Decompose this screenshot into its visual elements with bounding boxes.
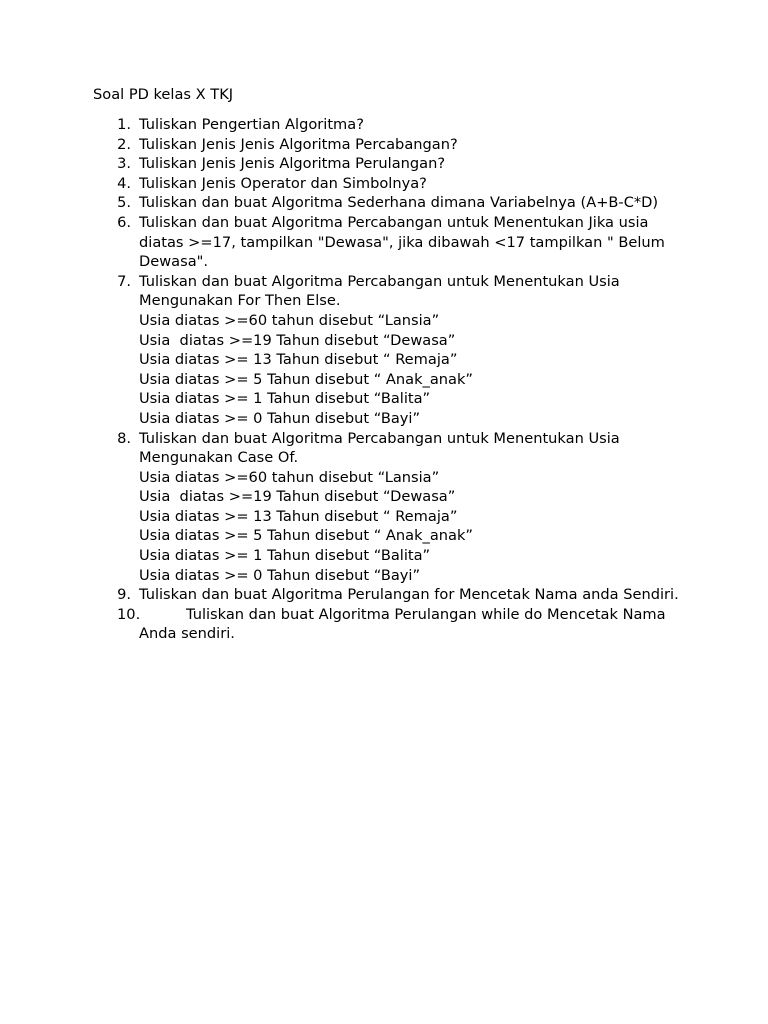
age-rule-line: Usia diatas >= 0 Tahun disebut “Bayi” <box>139 566 421 584</box>
question-number: 9. <box>117 586 131 604</box>
question-text: Tuliskan Jenis Jenis Algoritma Percabangan? <box>139 135 458 153</box>
age-rule-line: Usia diatas >= 1 Tahun disebut “Balita” <box>139 547 431 565</box>
age-rule-line: Usia diatas >= 13 Tahun disebut “ Remaja” <box>139 351 458 369</box>
age-rule-line: Usia diatas >=19 Tahun disebut “Dewasa” <box>139 331 456 349</box>
question-text: Tuliskan Jenis Operator dan Simbolnya? <box>139 174 427 192</box>
question-number: 5. <box>117 194 131 212</box>
question-item <box>0 193 679 213</box>
question-number: 2. <box>117 135 131 153</box>
age-rule-line: Usia diatas >=60 tahun disebut “Lansia” <box>139 468 440 486</box>
document-title: Soal PD kelas X TKJ <box>93 86 234 103</box>
question-text: Tuliskan dan buat Algoritma Sederhana dimana Variabelnya (A+B-C*D) <box>139 194 659 212</box>
question-item <box>0 135 679 155</box>
question-item <box>0 272 679 429</box>
question-text: Tuliskan dan buat Algoritma Percabangan untuk Menentukan Usia Mengunakan Case Of. <box>139 429 620 467</box>
age-rule-line: Usia diatas >= 5 Tahun disebut “ Anak_anak” <box>139 527 473 545</box>
question-item <box>0 154 679 174</box>
age-rule-line: Usia diatas >= 13 Tahun disebut “ Remaja” <box>139 507 458 525</box>
age-rule-line: Usia diatas >=19 Tahun disebut “Dewasa” <box>139 488 456 506</box>
question-item <box>0 429 679 586</box>
question-item <box>0 605 679 644</box>
question-text: Tuliskan dan buat Algoritma Percabangan untuk Menentukan Jika usia diatas >=17, tampilkan "Dewasa", jika dibawah <17 tampilkan " Belum Dewasa". <box>139 213 665 271</box>
question-item <box>0 174 679 194</box>
age-rule-line: Usia diatas >= 0 Tahun disebut “Bayi” <box>139 409 421 427</box>
question-list <box>0 115 768 644</box>
question-number: 3. <box>117 155 131 173</box>
question-item <box>0 115 679 135</box>
age-rule-line: Usia diatas >=60 tahun disebut “Lansia” <box>139 311 440 329</box>
question-number: 6. <box>117 213 131 231</box>
question-number: 1. <box>117 116 131 133</box>
question-number: 7. <box>117 272 131 290</box>
question-number: 10. <box>117 605 141 623</box>
question-item <box>0 585 679 605</box>
question-number: 8. <box>117 429 131 447</box>
question-text: Tuliskan Pengertian Algoritma? <box>139 116 364 133</box>
question-text: Tuliskan dan buat Algoritma Perulangan for Mencetak Nama anda Sendiri. <box>139 586 679 604</box>
age-rule-line: Usia diatas >= 1 Tahun disebut “Balita” <box>139 390 431 408</box>
age-rule-line: Usia diatas >= 5 Tahun disebut “ Anak_anak” <box>139 370 473 388</box>
question-text: Tuliskan dan buat Algoritma Perulangan while do Mencetak Nama Anda sendiri. <box>139 605 666 643</box>
question-number: 4. <box>117 174 131 192</box>
question-text: Tuliskan Jenis Jenis Algoritma Perulangan? <box>139 155 446 173</box>
question-text: Tuliskan dan buat Algoritma Percabangan untuk Menentukan Usia Mengunakan For Then Else. <box>139 272 620 310</box>
question-item <box>0 213 679 272</box>
